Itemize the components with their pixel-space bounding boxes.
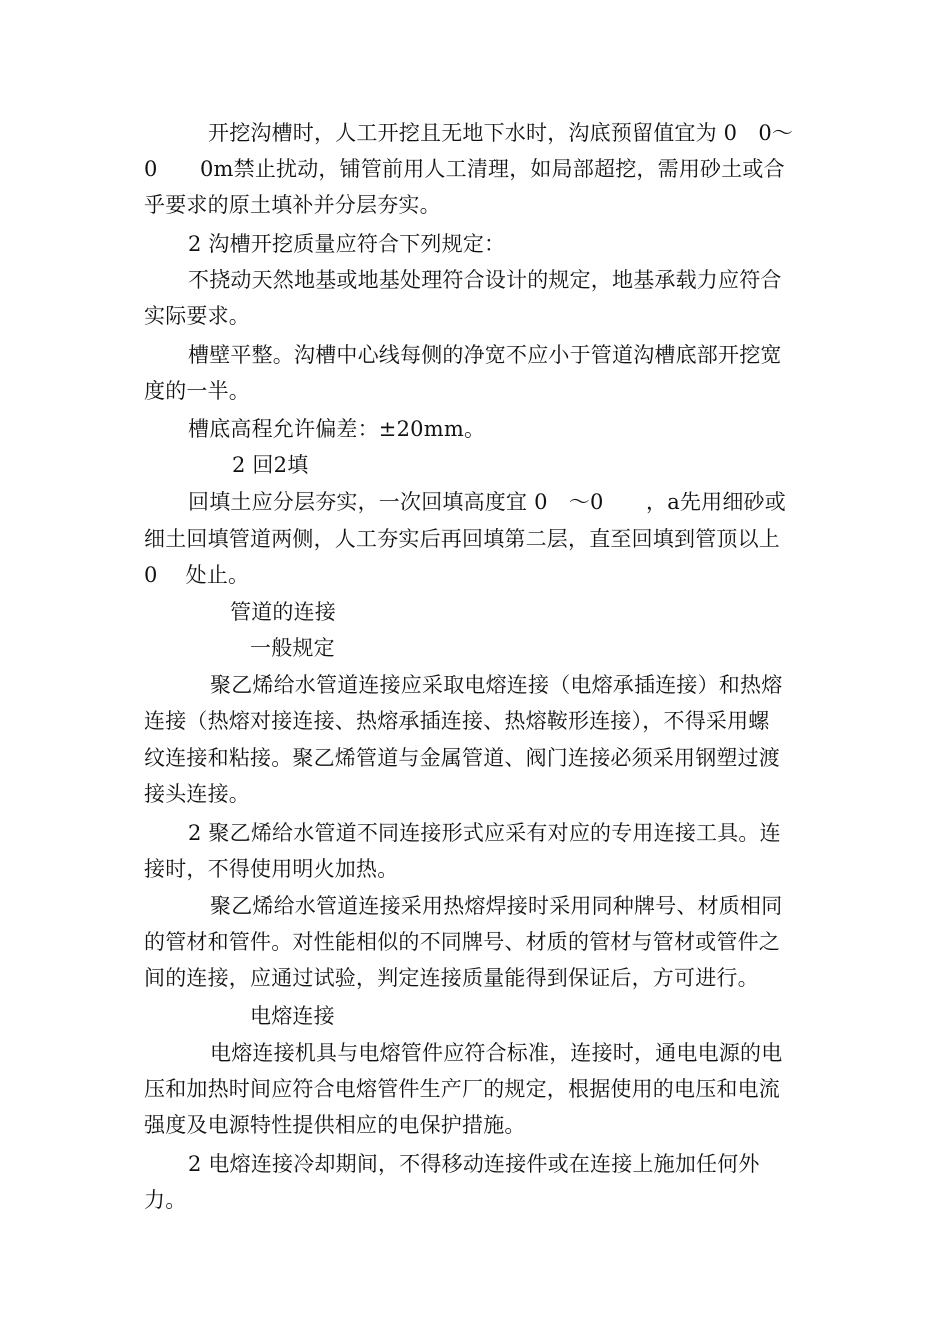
text-line-4: 2 沟槽开挖质量应符合下列规定： (188, 232, 506, 256)
text-line-18: 纹连接和粘接。聚乙烯管道与金属管道、阀门连接必须采用钢塑过渡 (144, 746, 780, 770)
text-line-5: 不挠动天然地基或地基处理符合设计的规定，地基承载力应符合 (188, 268, 782, 292)
text-line-22: 聚乙烯给水管道连接采用热熔焊接时采用同种牌号、材质相同 (210, 894, 783, 918)
text-line-26: 电熔连接机具与电熔管件应符合标准，连接时，通电电源的电 (210, 1041, 783, 1065)
text-line-30: 力。 (144, 1188, 187, 1212)
text-line-16: 聚乙烯给水管道连接应采取电熔连接（电熔承插连接）和热熔 (210, 673, 783, 697)
subsection-heading-electrofusion: 电熔连接 (250, 1004, 335, 1028)
text-line-19: 接头连接。 (144, 782, 250, 806)
text-line-27: 压和加热时间应符合电熔管件生产厂的规定，根据使用的电压和电流 (144, 1077, 780, 1101)
text-line-21: 接时，不得使用明火加热。 (144, 857, 399, 881)
text-line-20: 2 聚乙烯给水管道不同连接形式应采有对应的专用连接工具。连 (188, 821, 781, 845)
text-line-7: 槽壁平整。沟槽中心线每侧的净宽不应小于管道沟槽底部开挖宽 (188, 343, 782, 367)
text-line-23: 的管材和管件。对性能相似的不同牌号、材质的管材与管材或管件之 (144, 930, 780, 954)
text-line-1: 开挖沟槽时，人工开挖且无地下水时，沟底预留值宜为 0 0～ (208, 121, 794, 145)
text-line-2: 0 0m禁止扰动，铺管前用人工清理，如局部超挖，需用砂土或合 (144, 157, 785, 181)
text-line-6: 实际要求。 (144, 304, 250, 328)
text-line-3: 乎要求的原土填补并分层夯实。 (144, 193, 441, 217)
text-line-12: 细土回填管道两侧，人工夯实后再回填第二层，直至回填到管顶以上 (144, 527, 780, 551)
section-heading-pipe-connection: 管道的连接 (230, 600, 336, 624)
text-line-9: 槽底高程允许偏差：±20mm。 (188, 417, 486, 441)
text-line-24: 间的连接，应通过试验，判定连接质量能得到保证后，方可进行。 (144, 966, 759, 990)
subsection-heading-general: 一般规定 (250, 636, 335, 660)
text-line-8: 度的一半。 (144, 379, 250, 403)
text-line-11: 回填土应分层夯实，一次回填高度宜 0 ～0 ，a先用细砂或 (188, 490, 786, 514)
text-line-29: 2 电熔连接冷却期间，不得移动连接件或在连接上施加任何外 (188, 1152, 760, 1176)
section-heading-backfill: 2 回2填 (232, 453, 309, 477)
text-line-17: 连接（热熔对接连接、热熔承插连接、热熔鞍形连接），不得采用螺 (144, 709, 770, 733)
text-line-13: 0 处止。 (144, 563, 250, 587)
text-line-28: 强度及电源特性提供相应的电保护措施。 (144, 1113, 526, 1137)
